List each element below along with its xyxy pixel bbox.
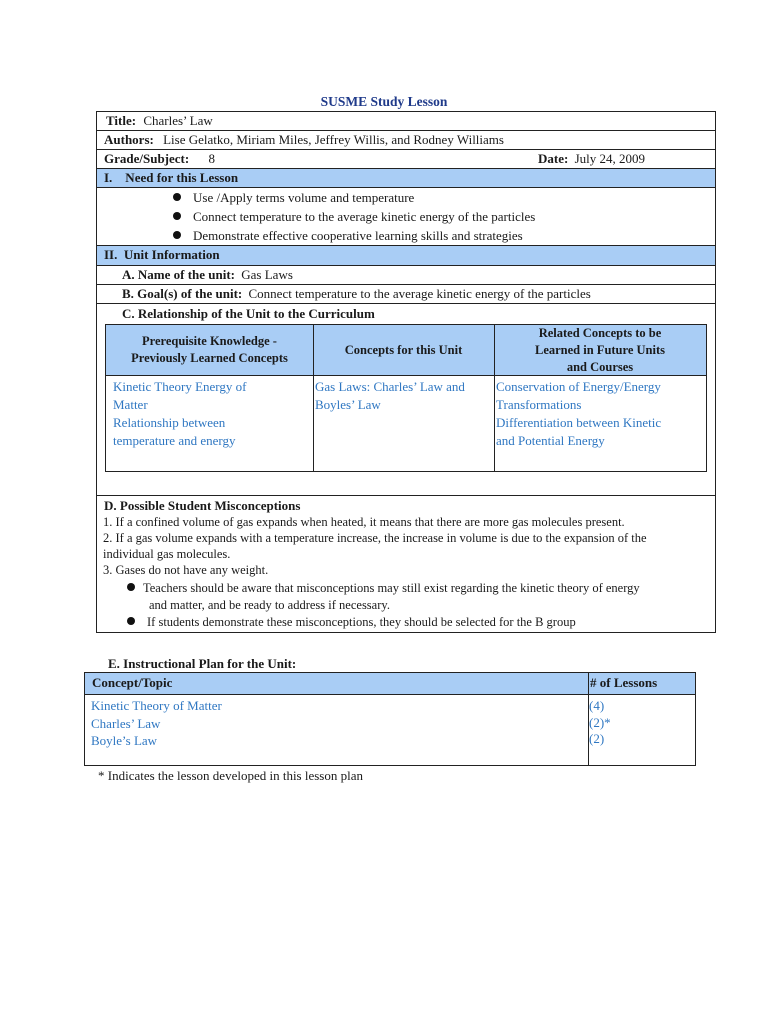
- misconception-bullet-1-cont: and matter, and be ready to address if necessary.: [149, 598, 390, 612]
- bullet-icon: [173, 212, 181, 220]
- bullet-icon: [127, 583, 135, 591]
- plan-lessons: [589, 697, 611, 748]
- unit-goal-value: Connect temperature to the average kinetic energy of the particles: [248, 286, 591, 301]
- grade-date-row: [97, 150, 715, 169]
- plan-footnote: * Indicates the lesson developed in this lesson plan: [98, 768, 364, 783]
- misconception-line-1: 1. If a confined volume of gas expands when heated, it means that there are more gas molecules present.: [103, 515, 625, 529]
- bullet-icon: [127, 617, 135, 625]
- grade-label: Grade/Subject:: [104, 151, 190, 166]
- unit-goal-row: [97, 285, 715, 304]
- unit-goal-label: B. Goal(s) of the unit:: [122, 286, 243, 301]
- title-value: Charles’ Law: [143, 113, 213, 128]
- misconception-bullet-1: Teachers should be aware that misconceptions may still exist regarding the kinetic theory of energy: [127, 581, 640, 596]
- misconception-line-3: 3. Gases do not have any weight.: [103, 563, 269, 577]
- instructional-plan-table: [84, 672, 696, 766]
- unit-heading-text: II. Unit Information: [104, 247, 220, 262]
- authors-label: Authors:: [104, 132, 154, 147]
- curriculum-header-unit: Concepts for this Unit: [313, 325, 494, 376]
- need-bullet-2: Connect temperature to the average kinetic energy of the particles: [173, 209, 535, 225]
- unit-name-row: [97, 266, 715, 285]
- authors-value: Lise Gelatko, Miriam Miles, Jeffrey Willis, and Rodney Williams: [163, 132, 504, 147]
- bullet-icon: [173, 231, 181, 239]
- plan-topics: [91, 697, 222, 750]
- lesson-form: [96, 111, 716, 633]
- need-heading-text: I. Need for this Lesson: [104, 170, 239, 185]
- need-bullets: [97, 188, 715, 246]
- plan-header-row: [85, 673, 695, 695]
- section-unit-heading: [97, 246, 715, 266]
- grade-value: 8: [208, 151, 215, 166]
- relationship-heading: C. Relationship of the Unit to the Curriculum: [122, 306, 375, 321]
- title-label: Title:: [106, 113, 137, 128]
- plan-lessons-1: (4): [589, 698, 605, 713]
- curriculum-cell-prerequisite: Kinetic Theory Energy of Matter Relationship between temperature and energy: [113, 379, 247, 448]
- bullet-icon: [173, 193, 181, 201]
- unit-name-label: A. Name of the unit:: [122, 267, 236, 282]
- plan-header-lessons: # of Lessons: [590, 675, 658, 690]
- misconception-line-2b: individual gas molecules.: [103, 547, 231, 561]
- date-value: July 24, 2009: [574, 151, 645, 166]
- curriculum-cell-unit: Gas Laws: Charles’ Law and Boyles’ Law: [315, 379, 465, 412]
- curriculum-header-prerequisite: Prerequisite Knowledge - Previously Learned Concepts: [106, 325, 313, 376]
- document-title: SUSME Study Lesson: [320, 94, 448, 109]
- curriculum-cell-future: Conservation of Energy/Energy Transformations Differentiation between Kinetic and Potential Energy: [496, 379, 662, 448]
- date-label: Date:: [538, 151, 569, 166]
- plan-lessons-2: (2)*: [589, 714, 611, 730]
- title-row: [97, 112, 715, 131]
- misconception-bullet-2: If students demonstrate these misconceptions, they should be selected for the B group: [127, 615, 576, 630]
- misconceptions-heading: D. Possible Student Misconceptions: [104, 498, 301, 513]
- section-divider: [97, 495, 715, 496]
- need-bullet-1: Use /Apply terms volume and temperature: [173, 190, 414, 206]
- plan-topic-1: Kinetic Theory of Matter: [91, 698, 222, 713]
- need-bullet-3: Demonstrate effective cooperative learning skills and strategies: [173, 228, 523, 244]
- misconception-line-2: 2. If a gas volume expands with a temperature increase, the increase in volume is due to the expansion of the: [103, 531, 647, 545]
- curriculum-table: [105, 324, 707, 472]
- section-need-heading: [97, 169, 715, 188]
- plan-header-topic: Concept/Topic: [92, 675, 173, 690]
- plan-lessons-3: (2): [589, 731, 605, 746]
- plan-heading: E. Instructional Plan for the Unit:: [108, 656, 297, 671]
- unit-name-value: Gas Laws: [241, 267, 293, 282]
- curriculum-header-future: Related Concepts to be Learned in Future Units and Courses: [494, 325, 706, 376]
- authors-row: [97, 131, 715, 150]
- plan-topic-2: Charles’ Law: [91, 715, 161, 731]
- plan-topic-3: Boyle’s Law: [91, 733, 158, 748]
